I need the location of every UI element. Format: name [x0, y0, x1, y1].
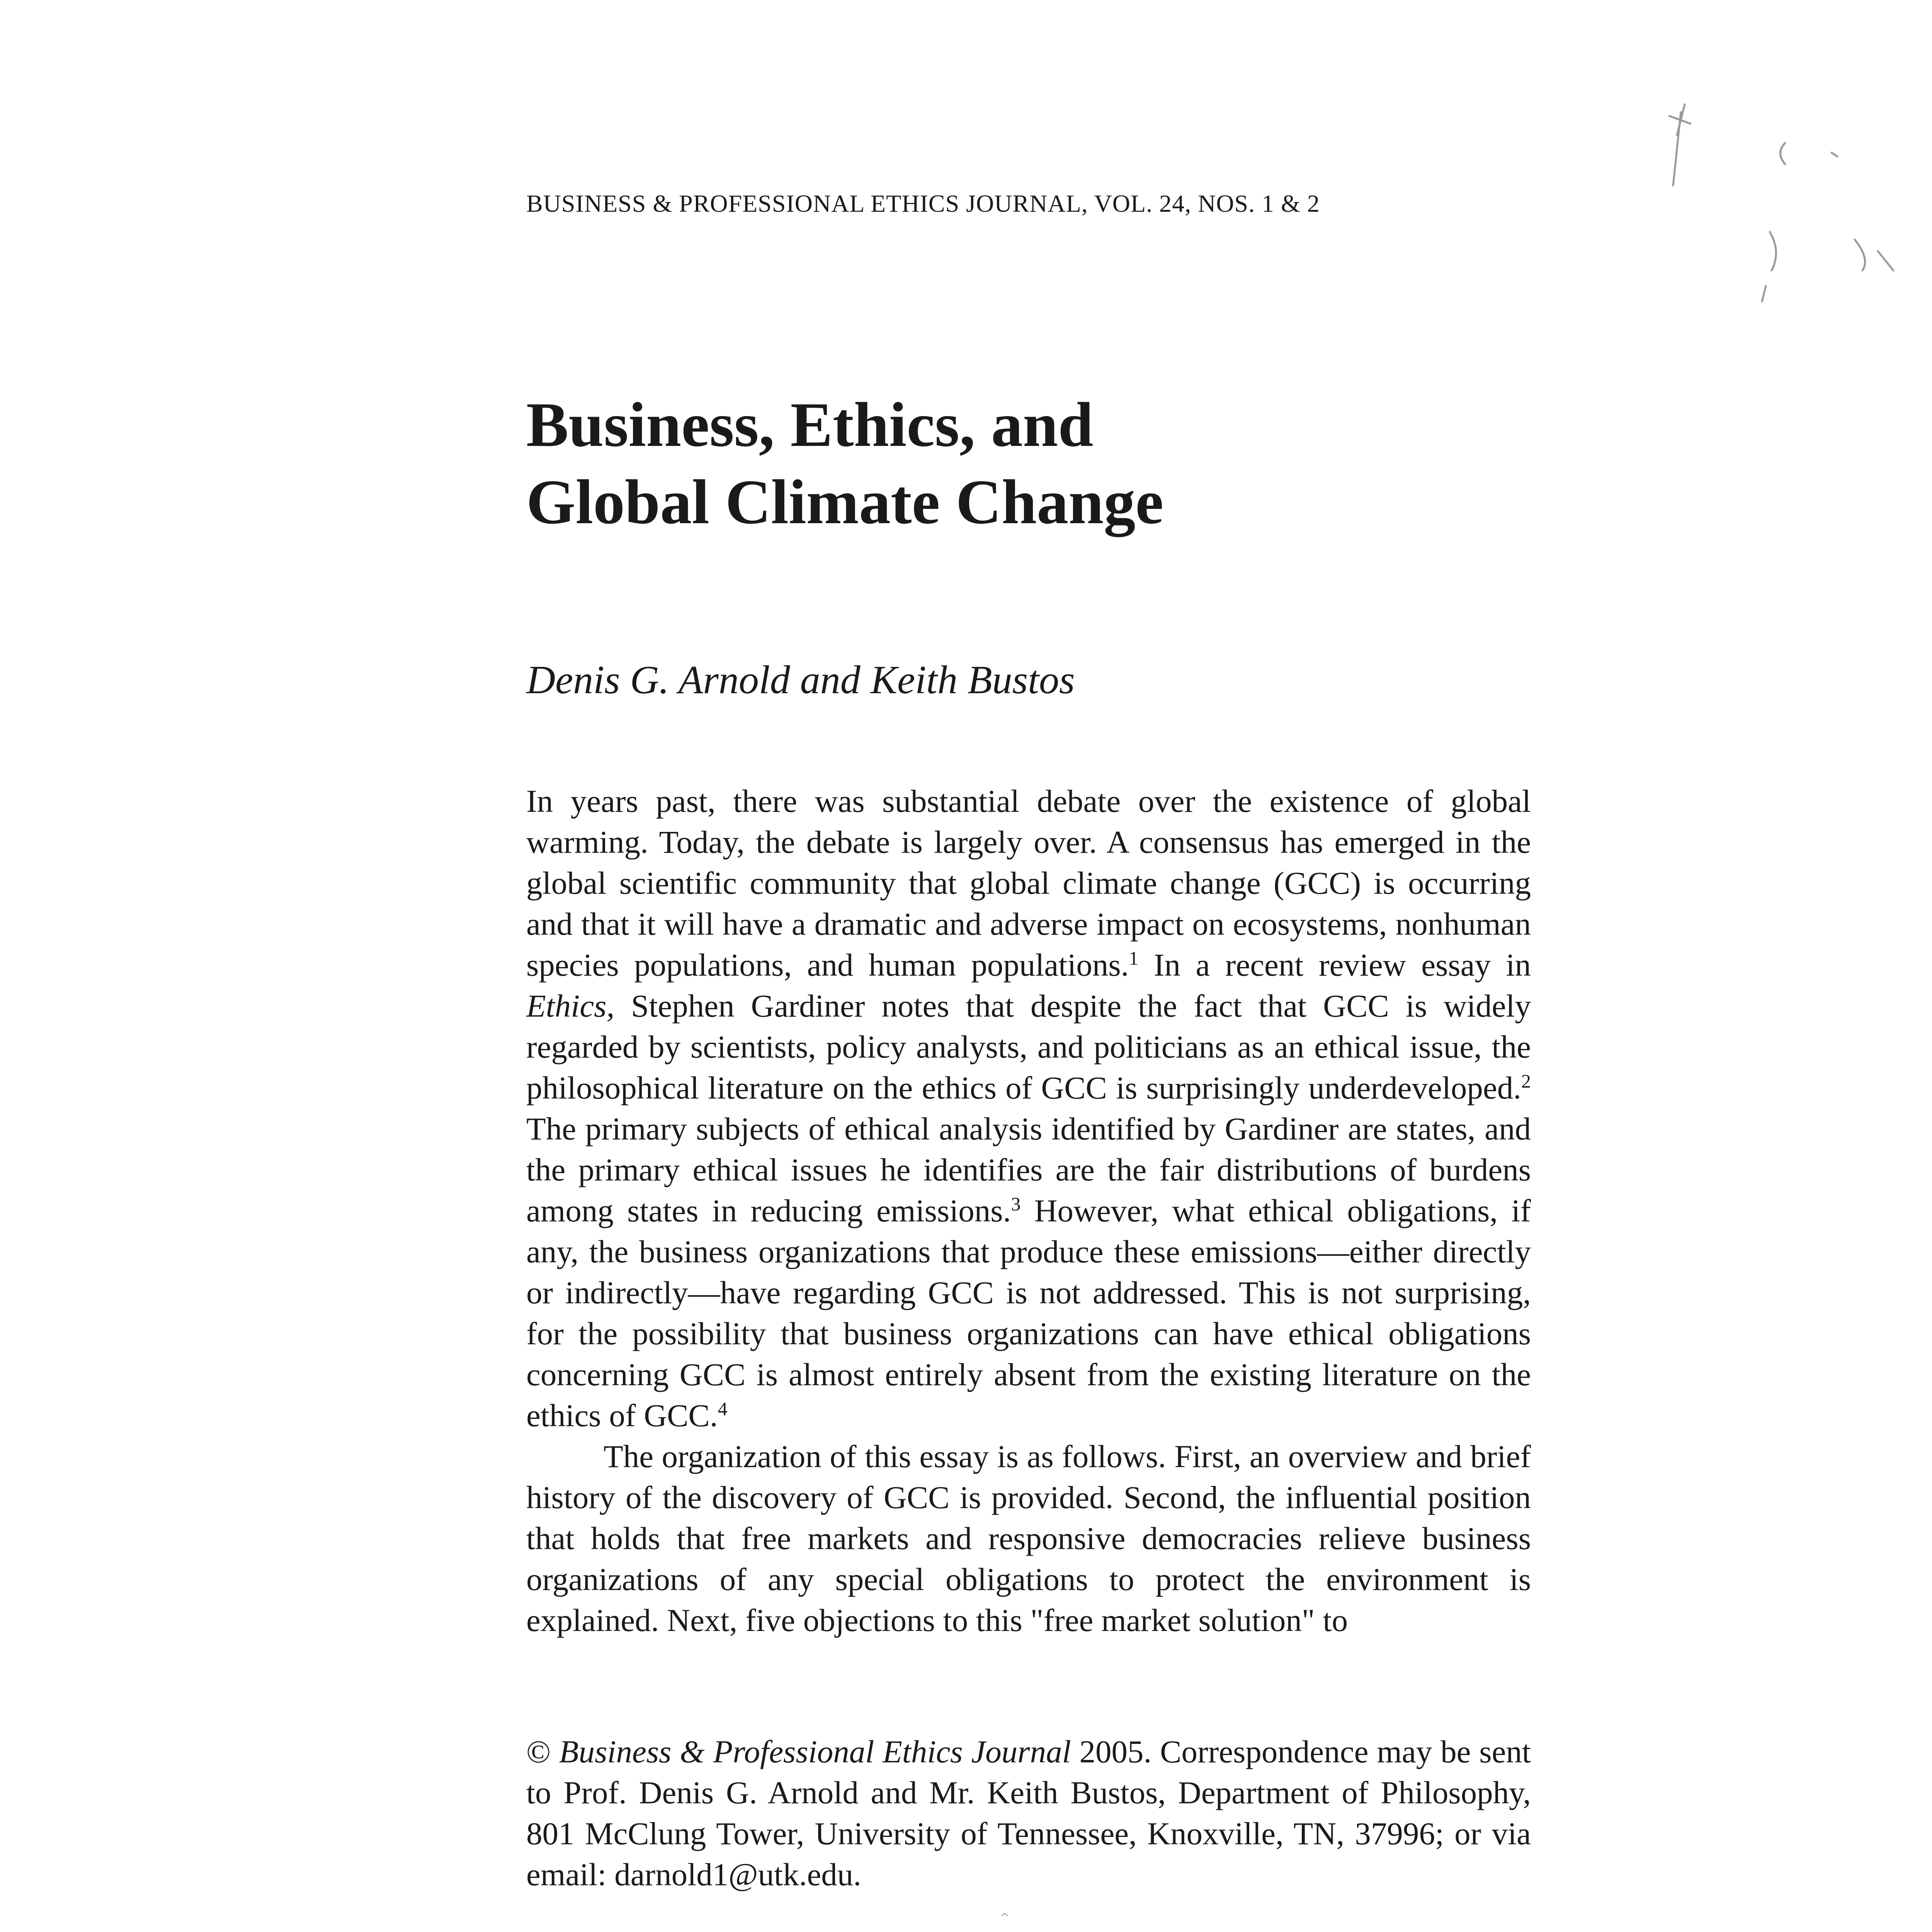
footnote-ref-1: 1 [1129, 947, 1139, 969]
p1-part-a: In years past, there was substantial debate over the existence of global warming. Today, the debate is largely over. A consensus has emerged in the global scientific community that global climate change (GCC) is occurring and that it will have a dramatic and adverse impact on ecosystems, nonhuman species populations, and human populations. [526, 783, 1531, 983]
footnote-ref-4: 4 [718, 1398, 728, 1420]
p1-part-e: However, what ethical obligations, if any, the business organizations that produce these emissions—either directly or indirectly—have regarding GCC is not addressed. This is not surprising, for the possibility that business organizations can have ethical obligations concerning GCC is almost entirely absent from the existing literature on the ethics of GCC. [526, 1193, 1531, 1433]
running-head: BUSINESS & PROFESSIONAL ETHICS JOURNAL, VOL. 24, NOS. 1 & 2 [526, 190, 1320, 217]
handwritten-annotation [1623, 70, 1932, 340]
p1-part-c: Stephen Gardiner notes that despite the fact that GCC is widely regarded by scientists, policy analysts, and politicians as an ethical issue, the philosophical literature on the ethics of GCC is surprisingly underdeveloped. [526, 988, 1531, 1105]
footnote-ref-3: 3 [1011, 1193, 1021, 1215]
author-byline: Denis G. Arnold and Keith Bustos [526, 658, 1075, 702]
p1-part-d: The primary subjects of ethical analysis identified by Gardiner are states, and the primary ethical issues he identifies are the fair distributions of burdens among states in reducing emissions. [526, 1111, 1531, 1228]
footnote-correspondence: 2005. Correspondence may be sent to Prof. Denis G. Arnold and Mr. Keith Bustos, Department of Philosophy, 801 McClung Tower, University of Tennessee, Knoxville, TN, 37996; or via email: darnold1@utk.edu. [526, 1734, 1531, 1892]
article-title [526, 386, 1763, 541]
article-body [526, 781, 1531, 1641]
copyright-symbol: © [526, 1734, 551, 1769]
footnote-journal-name: Business & Professional Ethics Journal [551, 1734, 1071, 1769]
copyright-footnote [526, 1731, 1531, 1895]
paragraph-1 [526, 781, 1531, 1436]
p1-part-b: In a recent review essay in [1138, 947, 1531, 983]
scan-speck [1001, 1913, 1009, 1917]
title-line-1: Business, Ethics, and [526, 390, 1094, 460]
journal-name-ethics: Ethics, [526, 988, 615, 1024]
paragraph-2: The organization of this essay is as follows. First, an overview and brief history of the discovery of GCC is provided. Second, the influential position that holds that free markets and responsive democracies relieve business organizations of any special obligations to protect the environment is explained. Next, five objections to this "free market solution" to [526, 1439, 1531, 1638]
title-line-2: Global Climate Change [526, 467, 1164, 537]
footnote-ref-2: 2 [1521, 1070, 1531, 1092]
